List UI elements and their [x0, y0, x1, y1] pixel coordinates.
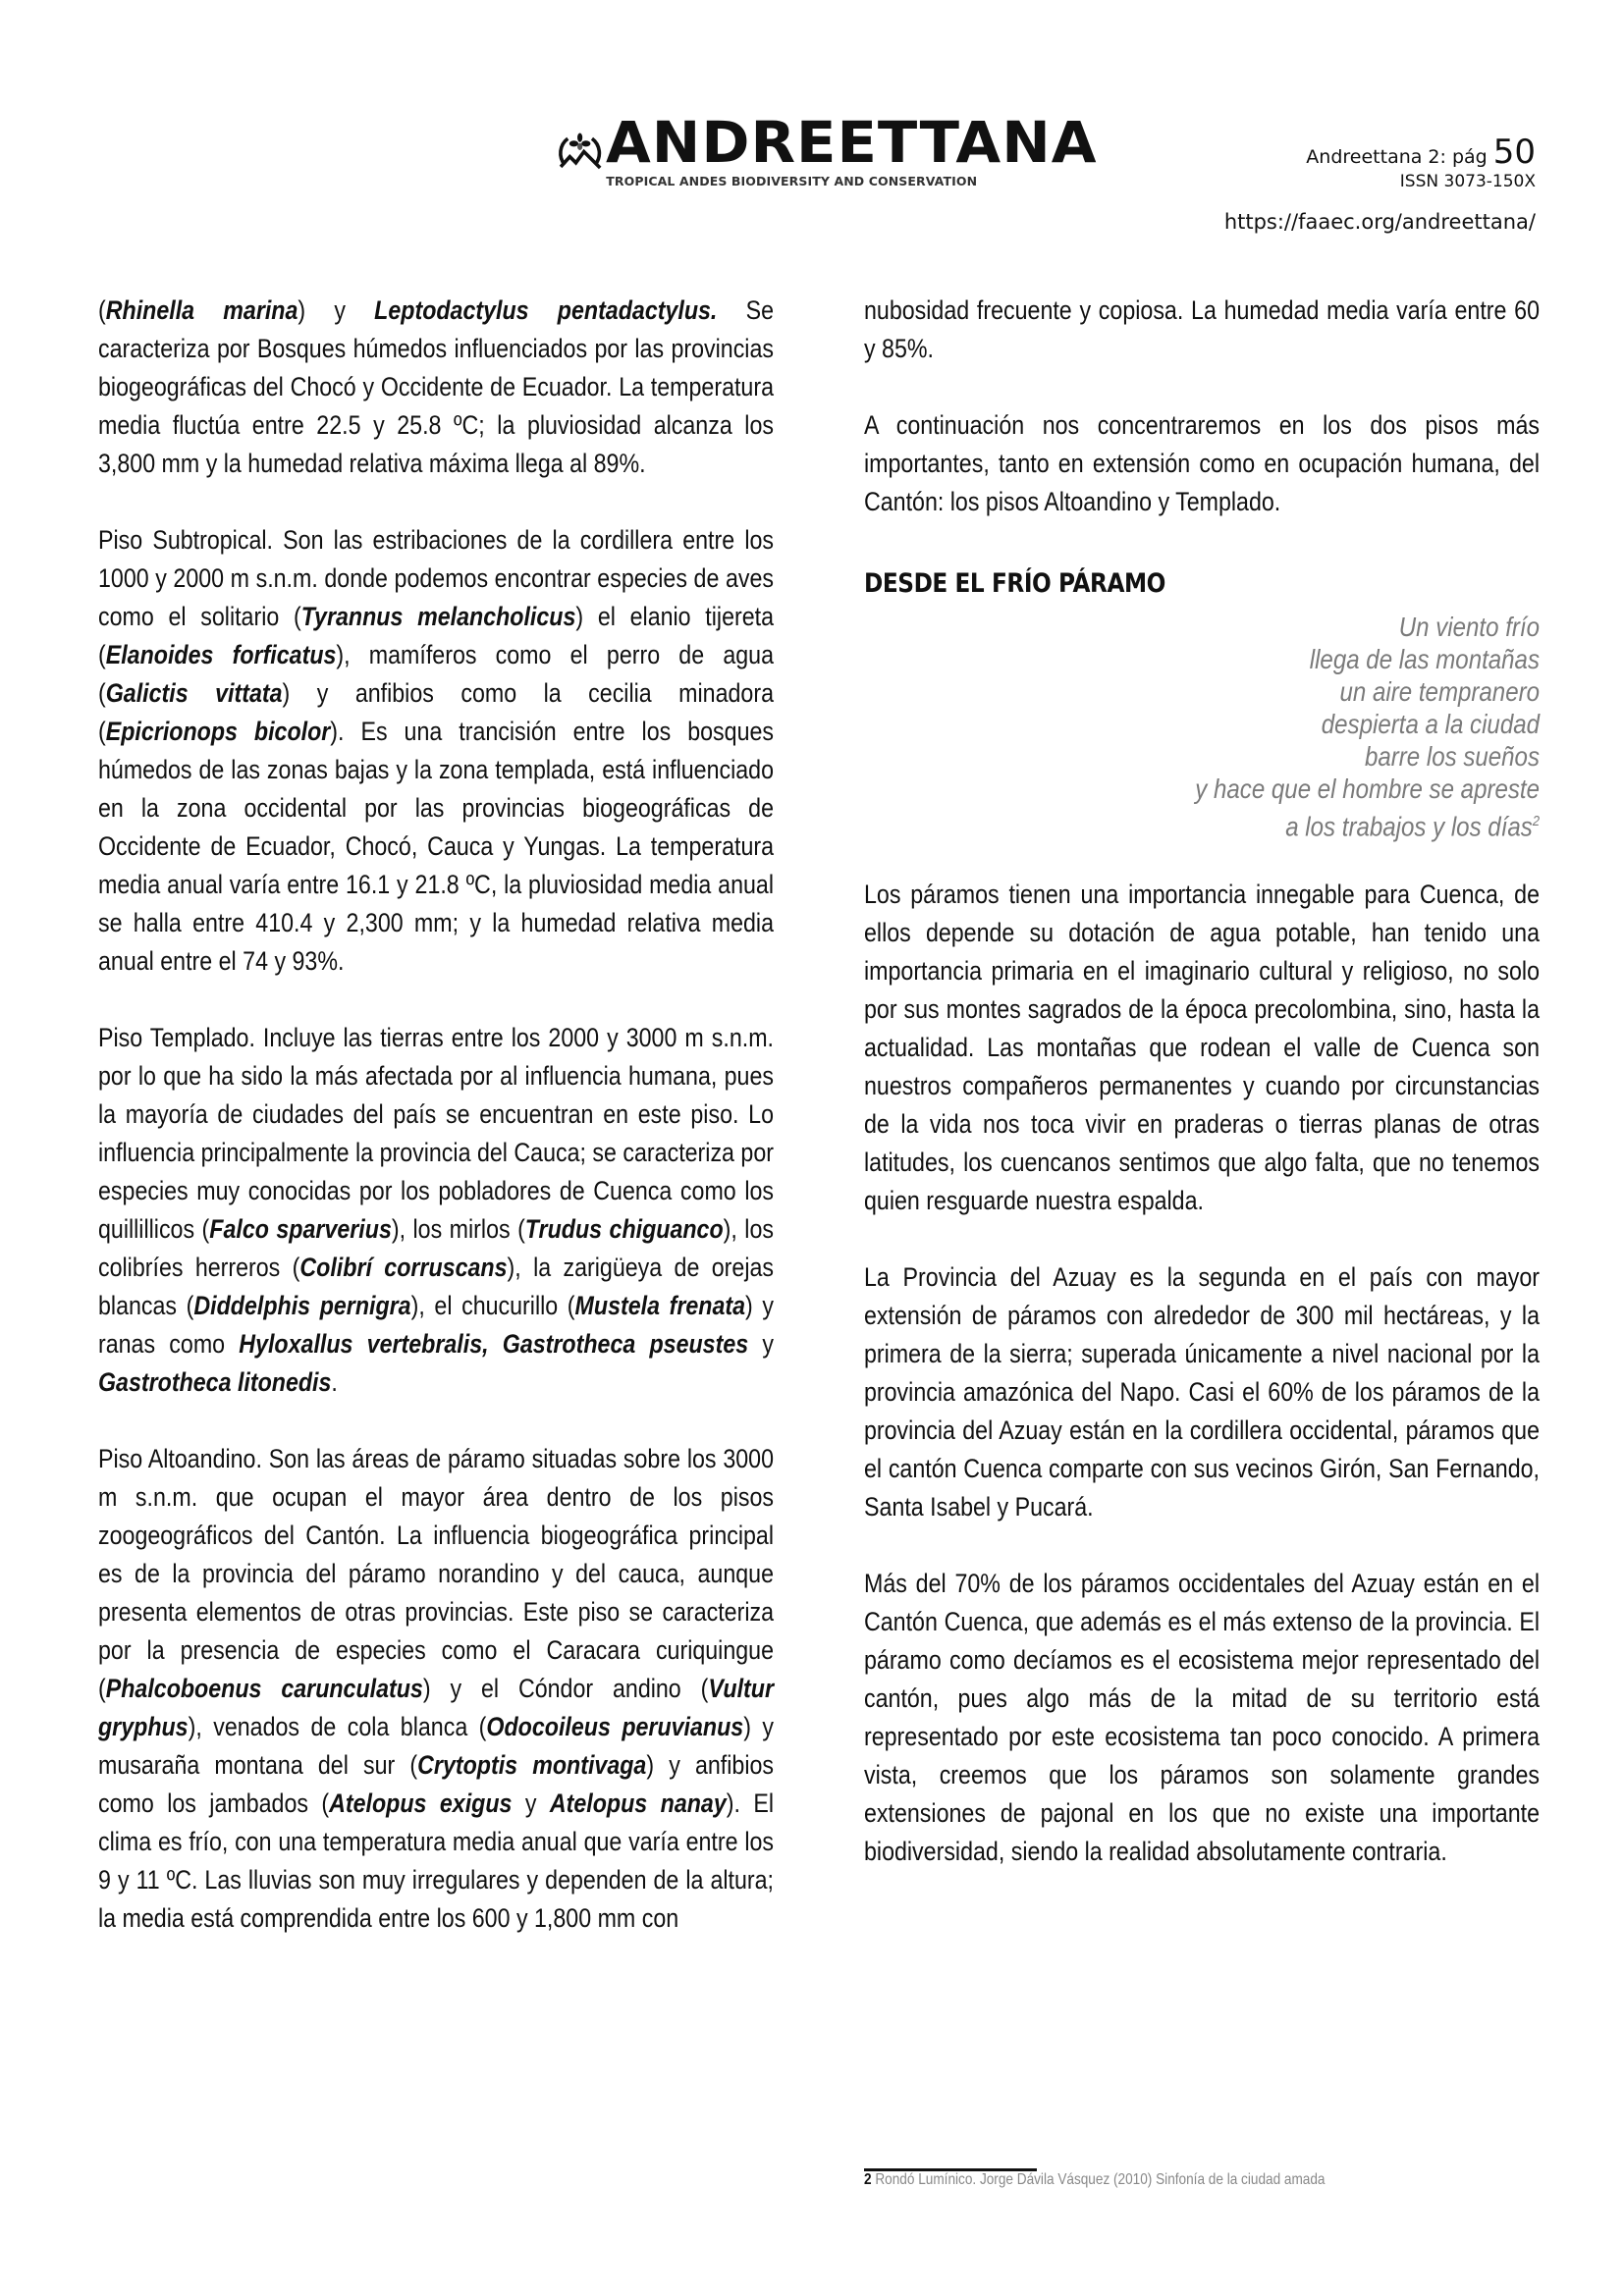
page-reference	[1224, 133, 1536, 172]
paragraph-continuation: nubosidad frecuente y copiosa. La humedad media varía entre 60 y 85%.	[864, 295, 1540, 363]
paragraph-piso-templado: Piso Templado. Incluye las tierras entre los 2000 y 3000 m s.n.m. por lo que ha sido la más afectada por al influencia humana, pues la mayoría de ciudades del país se encuentran en este piso. Lo influencia principalmente la provincia del Cauca; se caracteriza por especies muy conocidas por los pobladores de Cuenca como los quillillicos (Falco sparverius), los mirlos (Trudus chiguanco), los colibríes herreros (Colibrí corruscans), la zarigüeya de orejas blancas (Diddelphis pernigra), el chucurillo (Mustela frenata) y ranas como Hyloxallus vertebralis, Gastrotheca pseustes y Gastrotheca litonedis.	[98, 1023, 775, 1397]
paragraph-intro-pisos: A continuación nos concentraremos en los dos pisos más importantes, tanto en extensión como en ocupación humana, del Cantón: los pisos Altoandino y Templado.	[864, 410, 1540, 516]
poem-line: y hace que el hombre se apreste	[1195, 774, 1540, 804]
species-name: Epicrionops bicolor	[105, 717, 331, 746]
journal-url-link[interactable]: https://faaec.org/andreettana/	[1223, 210, 1536, 234]
species-name: Phalcoboenus carunculatus	[105, 1674, 423, 1703]
paragraph-piso-altoandino: Piso Altoandino. Son las áreas de páramo situadas sobre los 3000 m s.n.m. que ocupan el mayor área dentro de los pisos zoogeográficos del Cantón. La influencia biogeográfica principal es de la provincia del páramo norandino y del cauca, aunque presenta elementos de otras provincias. Este piso se caracteriza por la presencia de especies como el Caracara curiquingue (Phalcoboenus carunculatus) y el Cóndor andino (Vultur gryphus), venados de cola blanca (Odocoileus peruvianus) y musaraña montana del sur (Crytoptis montivaga) y anfibios como los jambados (Atelopus exigus y Atelopus nanay). El clima es frío, con una temperatura media anual que varía entre los 9 y 11 ºC. Las lluvias son muy irregulares y dependen de la altura; la media está comprendida entre los 600 y 1,800 mm con	[98, 1444, 774, 1933]
poem-line: barre los sueños	[1364, 741, 1540, 772]
poem-line: a los trabajos y los días$^2$	[1285, 811, 1540, 842]
footnote-number: 2	[864, 2171, 872, 2188]
species-name: Falco sparverius	[209, 1214, 392, 1244]
species-name: Crytoptis montivaga	[417, 1750, 647, 1780]
journal-reference: Andreettana 2: pág	[1306, 146, 1488, 168]
species-name: Tyrannus melancholicus	[300, 602, 576, 631]
paragraph-piso-subtropical: Piso Subtropical. Son las estribaciones de la cordillera entre los 1000 y 2000 m s.n.m. donde podemos encontrar especies de aves como el solitario (Tyrannus melancholicus) el elanio tijereta (Elanoides forficatus), mamíferos como el perro de agua (Galictis vittata) y anfibios como la cecilia minadora (Epicrionops bicolor). Es una trancisión entre los bosques húmedos de las zonas bajas y la zona templada, está influenciado en la zona occidental por las provincias biogeográficas de Occidente de Ecuador, Chocó, Cauca y Yungas. La temperatura media anual varía entre 16.1 y 21.8 ºC, la pluviosidad media anual se halla entre 410.4 y 2,300 mm; y la humedad relativa media anual entre el 74 y 93%.	[98, 525, 775, 976]
epigraph-poem	[864, 611, 1540, 842]
journal-meta	[1223, 133, 1536, 237]
species-name: Trudus chiguanco	[524, 1214, 724, 1244]
species-name: Gastrotheca litonedis	[98, 1367, 332, 1397]
footnote-text: Rondó Lumínico. Jorge Dávila Vásquez (2010) Sinfonía de la ciudad amada	[871, 2171, 1326, 2188]
footnote-reference-link[interactable]: 2	[1532, 813, 1540, 829]
species-name: Vultur gryphus	[98, 1674, 774, 1741]
species-name: Diddelphis pernigra	[193, 1291, 411, 1320]
orchid-mountain-logo-icon	[558, 113, 602, 189]
species-name: Leptodactylus pentadactylus.	[374, 295, 718, 325]
page-number: 50	[1492, 133, 1536, 172]
species-name: Odocoileus peruvianus	[486, 1712, 744, 1741]
paragraph-importancia-paramos: Los páramos tienen una importancia innegable para Cuenca, de ellos depende su dotación de agua potable, han tenido una importancia primaria en el imaginario cultural y religioso, no solo por sus montes sagrados de la época precolombina, sino, hasta la actualidad. Las montañas que rodean el valle de Cuenca son nuestros compañeros permanentes y cuando por circunstancias de la vida nos toca vivir en praderas o tierras planas de otras latitudes, los cuencanos sentimos que algo falta, que no tenemos quien resguarde nuestra espalda.	[864, 880, 1540, 1216]
poem-line: un aire tempranero	[1339, 676, 1540, 707]
issn: ISSN 3073-150X	[1399, 172, 1536, 191]
species-name: Atelopus exigus	[329, 1789, 513, 1818]
paragraph-tropical-end: (Rhinella marina) y Leptodactylus pentadactylus. Se caracteriza por Bosques húmedos influenciados por las provincias biogeográficas del Chocó y Occidente de Ecuador. La temperatura media fluctúa entre 22.5 y 25.8 ºC; la pluviosidad alcanza los 3,800 mm y la humedad relativa máxima llega al 89%.	[98, 295, 774, 478]
logo-name: ANDREETTANA	[606, 109, 1098, 176]
species-name: Mustela frenata	[574, 1291, 746, 1320]
species-name: Colibrí corruscans	[299, 1253, 508, 1282]
footnote	[864, 2171, 1326, 2189]
species-name: Hyloxallus vertebralis, Gastrotheca pseustes	[239, 1329, 749, 1359]
poem-line: despierta a la ciudad	[1321, 709, 1540, 739]
species-name: Rhinella marina	[105, 295, 298, 325]
left-column	[98, 292, 774, 1976]
paragraph-canton-cuenca: Más del 70% de los páramos occidentales del Azuay están en el Cantón Cuenca, que además es el más extenso de la provincia. El páramo como decíamos es el ecosistema mejor representado del cantón, pues algo más de la mitad de su territorio está representado por este ecosistema tan poco conocido. A primera vista, creemos que los páramos son solamente grandes extensiones de pajonal en los que no existe una importante biodiversidad, siendo la realidad absolutamente contraria.	[864, 1569, 1540, 1867]
species-name: Elanoides forficatus	[105, 640, 337, 669]
species-name: Atelopus nanay	[549, 1789, 727, 1818]
section-heading: DESDE EL FRÍO PÁRAMO	[864, 568, 1165, 599]
poem-line: llega de las montañas	[1309, 644, 1540, 674]
logo-tagline: TROPICAL ANDES BIODIVERSITY AND CONSERVATION	[606, 174, 978, 188]
journal-logo	[558, 109, 1098, 191]
right-column	[864, 292, 1540, 1909]
paragraph-provincia-azuay: La Provincia del Azuay es la segunda en el país con mayor extensión de páramos con alrededor de 300 mil hectáreas, y la primera de la sierra; superada únicamente a nivel nacional por la provincia amazónica del Napo. Casi el 60% de los páramos de la provincia del Azuay están en la cordillera occidental, páramos que el cantón Cuenca comparte con sus vecinos Girón, San Fernando, Santa Isabel y Pucará.	[864, 1262, 1540, 1522]
poem-line: Un viento frío	[1398, 612, 1540, 642]
species-name: Galictis vittata	[105, 678, 283, 708]
